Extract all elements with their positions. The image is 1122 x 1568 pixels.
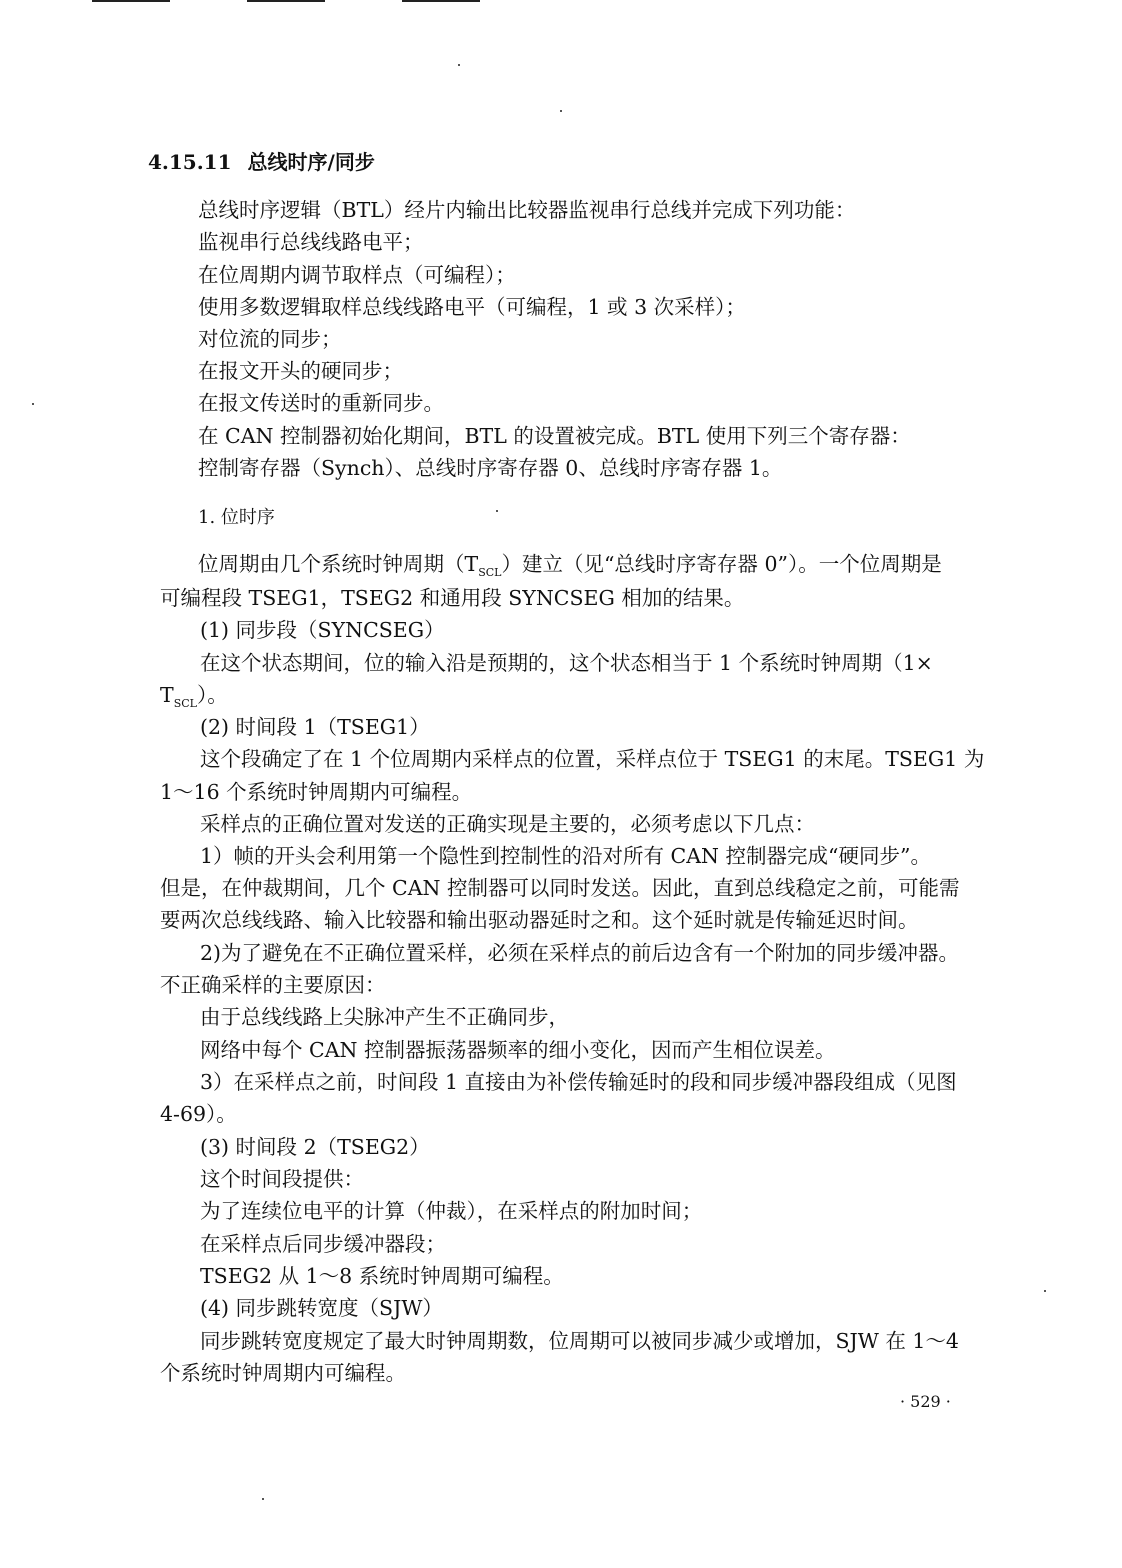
paragraph-line: 可编程段 TSEG1，TSEG2 和通用段 SYNCSEG 相加的结果。 [160, 586, 745, 610]
text-run: 位周期由几个系统时钟周期（T [198, 552, 479, 576]
paragraph-line: 采样点的正确位置对发送的正确实现是主要的，必须考虑以下几点： [200, 812, 815, 836]
top-rule-2 [247, 0, 325, 2]
text-run: T [160, 683, 174, 707]
paragraph-line: 1）帧的开头会利用第一个隐性到控制性的沿对所有 CAN 控制器完成“硬同步”。 [200, 844, 931, 868]
section-number: 4.15.11 [148, 150, 232, 174]
section-title: 总线时序/同步 [247, 150, 375, 174]
paragraph-line: 2)为了避免在不正确位置采样，必须在采样点的前后边含有一个附加的同步缓冲器。 [200, 941, 960, 965]
paragraph-line: 网络中每个 CAN 控制器振荡器频率的细小变化，因而产生相位误差。 [200, 1038, 836, 1062]
subheading-bit-timing: 1. 位时序 [198, 507, 275, 528]
subscript: SCL [173, 697, 197, 711]
paragraph-line: 个系统时钟周期内可编程。 [160, 1361, 406, 1385]
paragraph-line: 这个段确定了在 1 个位周期内采样点的位置，采样点位于 TSEG1 的末尾。TSEG1 为 [200, 747, 985, 771]
paragraph-line: 为了连续位电平的计算（仲裁），在采样点的附加时间； [200, 1199, 703, 1223]
paragraph-line: 这个时间段提供： [200, 1167, 364, 1191]
scan-speck [458, 64, 460, 66]
paragraph-line: 由于总线线路上尖脉冲产生不正确同步， [200, 1005, 569, 1029]
paragraph-line: 1～16 个系统时钟周期内可编程。 [160, 780, 473, 804]
scan-speck [1044, 1290, 1046, 1292]
paragraph-line: 3）在采样点之前，时间段 1 直接由为补偿传输延时的段和同步缓冲器段组成（见图 [200, 1070, 957, 1094]
intro-line: 在位周期内调节取样点（可编程）； [198, 263, 516, 287]
paragraph-line: 在采样点后同步缓冲器段； [200, 1232, 446, 1256]
intro-line: 总线时序逻辑（BTL）经片内输出比较器监视串行总线并完成下列功能： [198, 198, 856, 222]
paragraph-line: 同步跳转宽度规定了最大时钟周期数，位周期可以被同步减少或增加，SJW 在 1～4 [200, 1329, 959, 1353]
scan-speck [560, 110, 562, 112]
page-number: · 529 · [900, 1392, 951, 1411]
paragraph-line: 但是，在仲裁期间，几个 CAN 控制器可以同时发送。因此，直到总线稳定之前，可能需 [160, 876, 960, 900]
paragraph-line: TSEG2 从 1～8 系统时钟周期可编程。 [200, 1264, 564, 1288]
paragraph-line: 4-69）。 [160, 1102, 237, 1126]
section-heading [148, 146, 968, 178]
text-run: ）。 [196, 683, 228, 707]
item-heading-sjw: (4) 同步跳转宽度（SJW） [200, 1296, 443, 1320]
intro-line: 在报文开头的硬同步； [198, 359, 403, 383]
item-heading-tseg2: (3) 时间段 2（TSEG2） [200, 1135, 430, 1159]
intro-line: 使用多数逻辑取样总线线路电平（可编程，1 或 3 次采样）； [198, 295, 746, 319]
text-run: ）建立（见“总线时序寄存器 0”）。一个位周期是 [501, 552, 942, 576]
top-rule-1 [92, 0, 170, 2]
item-heading-syncseg: (1) 同步段（SYNCSEG） [200, 618, 445, 642]
item-heading-tseg1: (2) 时间段 1（TSEG1） [200, 715, 430, 739]
scan-speck [262, 1498, 264, 1500]
intro-line: 在 CAN 控制器初始化期间，BTL 的设置被完成。BTL 使用下列三个寄存器： [198, 424, 911, 448]
top-rule-3 [402, 0, 480, 2]
paragraph-line: 不正确采样的主要原因： [160, 973, 386, 997]
intro-line: 控制寄存器（Synch）、总线时序寄存器 0、总线时序寄存器 1。 [198, 456, 783, 480]
intro-line: 监视串行总线线路电平； [198, 230, 424, 254]
intro-line: 对位流的同步； [198, 327, 342, 351]
paragraph-line: 要两次总线线路、输入比较器和输出驱动器延时之和。这个延时就是传输延迟时间。 [160, 908, 919, 932]
paragraph-line: 在这个状态期间，位的输入沿是预期的，这个状态相当于 1 个系统时钟周期（1× [200, 651, 933, 675]
subscript: SCL [478, 566, 502, 580]
intro-line: 在报文传送时的重新同步。 [198, 391, 444, 415]
scan-speck [32, 403, 34, 405]
